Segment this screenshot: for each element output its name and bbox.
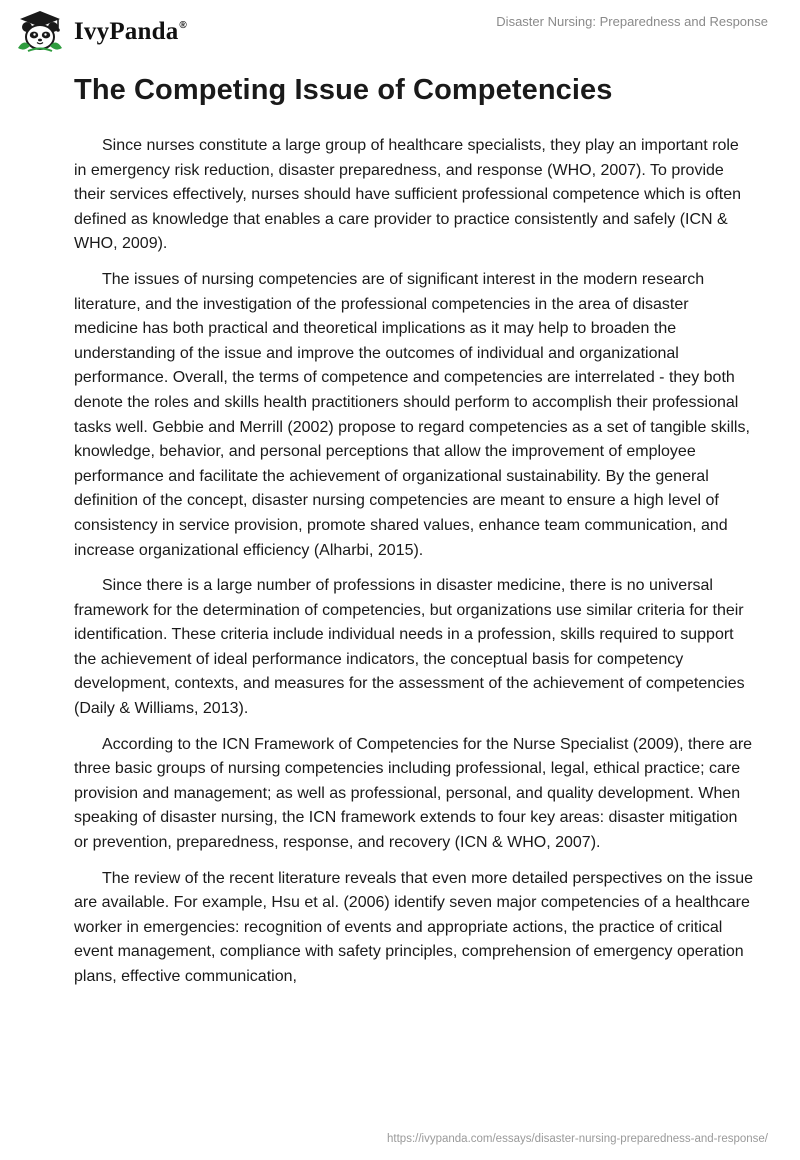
paragraph-5: The review of the recent literature reveals that even more detailed perspectives on the issue are available. For example, Hsu et al. (2006) identify seven major competencies of a healthcare worker in emergencies: recognition of events and appropriate actions, the practice of critical event management, compliance with safety principles, comprehension of emergency operation plans, effective communication, <box>74 869 754 985</box>
page-header <box>0 0 800 66</box>
paragraph-2: The issues of nursing competencies are of significant interest in the modern research literature, and the investigation of the professional competencies in the area of disaster medicine has both practical and theoretical implications as it may help to broaden the understanding of the issue and improve the outcomes of individual and organizational performance. Overall, the terms of competence and competencies are interrelated - they both denote the roles and skills health practitioners should perform to accomplish their professional tasks well. Gebbie and Merrill (2002) propose to regard competencies as a set of tangible skills, knowledge, behavior, and personal perceptions that allow the improvement of employee performance and facilitate the achievement of organizational sustainability. By the general definition of the concept, disaster nursing competencies are meant to ensure a high level of consistency in service provision, promote shared values, enhance team communication, and increase organizational efficiency (Alharbi, 2015). <box>74 270 750 559</box>
paragraph-4: According to the ICN Framework of Competencies for the Nurse Specialist (2009), there are three basic groups of nursing competencies including professional, legal, ethical practice; care provision and management; as well as professional, personal, and quality development. When speaking of disaster nursing, the ICN framework extends to four key areas: disaster mitigation or prevention, preparedness, response, and recovery (ICN & WHO, 2007). <box>74 735 753 852</box>
ivypanda-logo[interactable] <box>14 8 187 54</box>
panda-graduate-logo-icon <box>14 8 66 54</box>
running-title: Disaster Nursing: Preparedness and Response <box>496 14 768 29</box>
source-url[interactable]: https://ivypanda.com/essays/disaster-nursing-preparedness-and-response/ <box>387 1133 768 1145</box>
essay-body <box>74 134 754 1001</box>
page-title: The Competing Issue of Competencies <box>74 74 613 106</box>
paragraph-1: Since nurses constitute a large group of healthcare specialists, they play an important role in emergency risk reduction, disaster preparedness, and response (WHO, 2007). To provide their services effectively, nurses should have sufficient professional competence which is often defined as knowledge that enables a care provider to practice consistently and safely (ICN & WHO, 2009). <box>74 137 742 253</box>
logo-wordmark: IvyPanda® <box>74 18 187 45</box>
paragraph-3: Since there is a large number of professions in disaster medicine, there is no universal framework for the determination of competencies, but organizations use similar criteria for their identification. These criteria include individual needs in a profession, skills required to support the achievement of ideal performance indicators, the conceptual basis for competency development, contexts, and measures for the assessment of the achievement of competencies (Daily & Williams, 2013). <box>74 577 745 718</box>
